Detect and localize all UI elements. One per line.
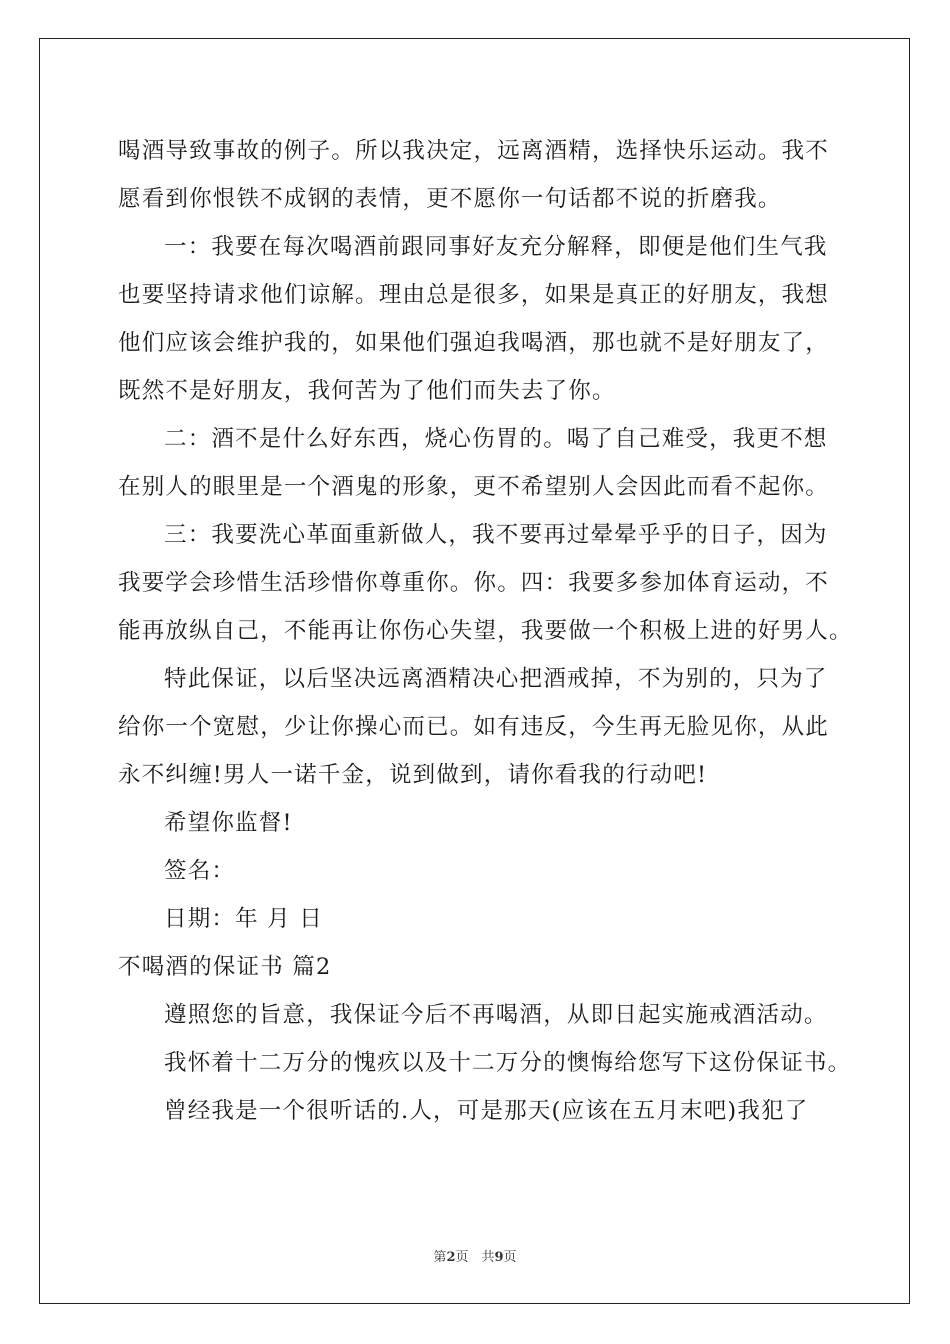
text-line: 遵照您的旨意，我保证今后不再喝酒，从即日起实施戒酒活动。	[164, 1002, 828, 1028]
text-line: 一：我要在每次喝酒前跟同事好友充分解释，即便是他们生气我	[164, 234, 828, 260]
page-footer	[0, 1246, 950, 1265]
text-line: 愿看到你恨铁不成钢的表情，更不愿你一句话都不说的折磨我。	[118, 186, 782, 212]
document-body	[118, 127, 858, 1135]
page-prefix: 第	[433, 1250, 447, 1265]
text-line: 我要学会珍惜生活珍惜你尊重你。你。四：我要多参加体育运动，不	[118, 570, 830, 596]
text-line: 二：酒不是什么好东西，烧心伤胃的。喝了自己难受，我更不想	[164, 426, 828, 452]
text-line: 特此保证，以后坚决远离酒精决心把酒戒掉，不为别的，只为了	[164, 666, 828, 692]
date-line: 日期：年 月 日	[164, 906, 323, 932]
text-line: 我怀着十二万分的愧疚以及十二万分的懊悔给您写下这份保证书。	[164, 1050, 852, 1076]
page-total: 9	[494, 1250, 504, 1265]
text-line: 在别人的眼里是一个酒鬼的形象，更不希望别人会因此而看不起你。	[118, 474, 830, 500]
text-line: 喝酒导致事故的例子。所以我决定，远离酒精，选择快乐运动。我不	[118, 138, 830, 164]
text-line: 他们应该会维护我的，如果他们强迫我喝酒，那也就不是好朋友了，	[118, 330, 830, 356]
text-line: 也要坚持请求他们谅解。理由总是很多，如果是真正的好朋友，我想	[118, 282, 830, 308]
signature-line: 签名：	[164, 858, 236, 884]
text-line: 能再放纵自己，不能再让你伤心失望，我要做一个积极上进的好男人。	[118, 618, 853, 644]
page-mid: 页 共	[455, 1250, 495, 1265]
closing-line: 希望你监督!	[164, 810, 293, 836]
text-line: 曾经我是一个很听话的.人，可是那天(应该在五月末吧)我犯了	[164, 1098, 809, 1124]
section-heading: 不喝酒的保证书 篇2	[118, 954, 332, 980]
text-line: 永不纠缠!男人一诺千金，说到做到，请你看我的行动吧!	[118, 762, 708, 788]
text-line: 给你一个宽慰，少让你操心而已。如有违反，今生再无脸见你，从此	[118, 714, 830, 740]
page-current: 2	[446, 1250, 456, 1265]
text-line: 三：我要洗心革面重新做人，我不要再过晕晕乎乎的日子，因为	[164, 522, 828, 548]
text-line: 既然不是好朋友，我何苦为了他们而失去了你。	[118, 378, 616, 404]
page-suffix: 页	[503, 1250, 517, 1265]
